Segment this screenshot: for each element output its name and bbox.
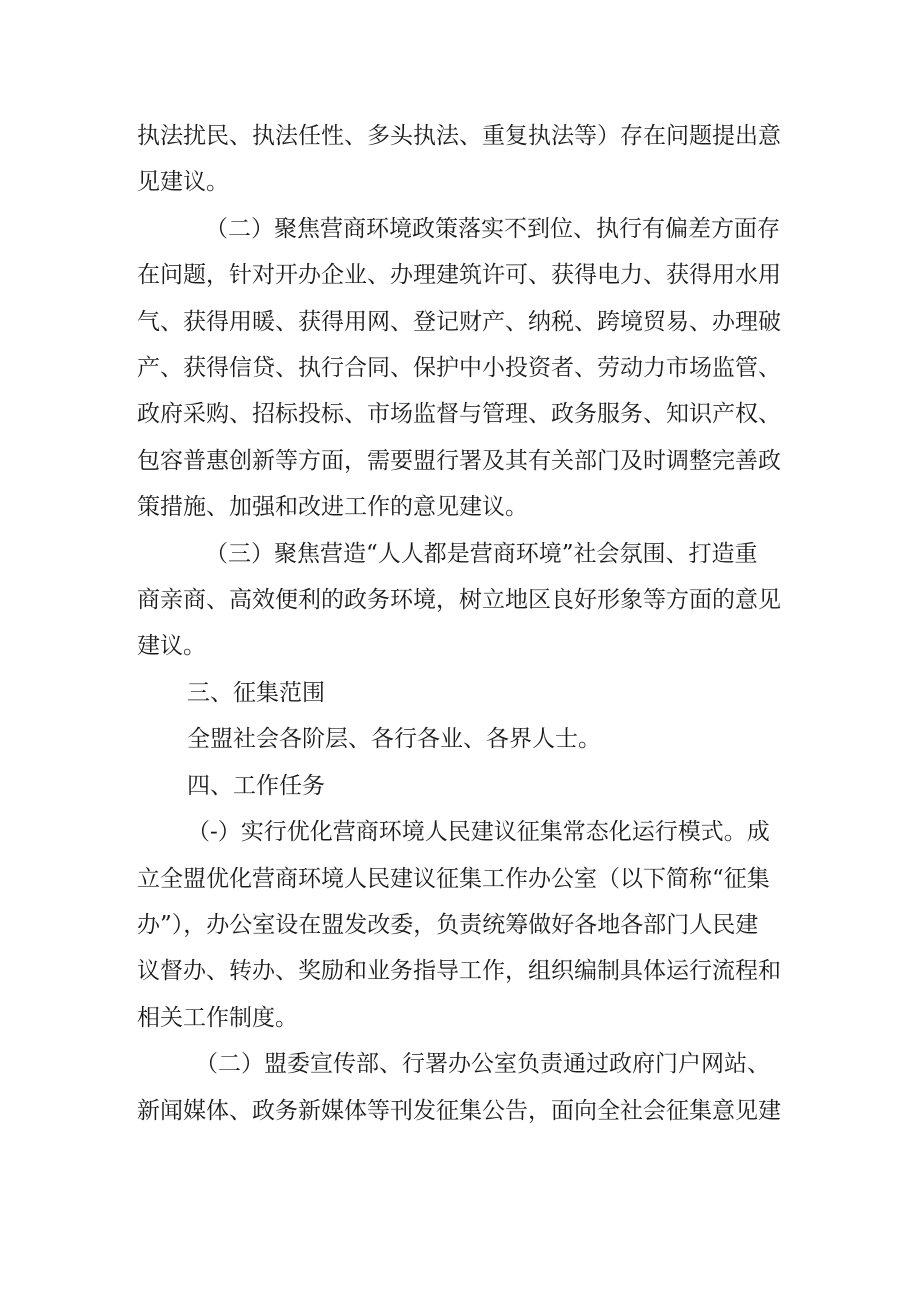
paragraph-scope (137, 716, 789, 762)
text-line: 商亲商、高效便利的政务环境，树立地区良好形象等方面的意见 (137, 587, 781, 614)
text-line: 执法扰民、执法任性、多头执法、重复执法等）存在问题提出意 (137, 123, 781, 149)
section-heading-scope (137, 670, 789, 716)
text-line: （-）实行优化营商环境人民建议征集常态化运行模式。成 (187, 819, 770, 846)
paragraph-task-2 (137, 1041, 789, 1134)
text-line: 政府采购、招标投标、市场监督与管理、政务服务、知识产权、 (137, 401, 781, 428)
text-line: （二）聚焦营商环境政策落实不到位、执行有偏差方面存 (205, 215, 780, 242)
text-line: 立全盟优化营商环境人民建议征集工作办公室（以下简称“征集 (137, 865, 770, 892)
text-line: 议督办、转办、奖励和业务指导工作，组织编制具体运行流程和 (137, 958, 781, 985)
text-line: 新闻媒体、政务新媒体等刊发征集公告，面向全社会征集意见建 (137, 1097, 781, 1124)
text-line: 策措施、加强和改进工作的意见建议。 (137, 494, 528, 521)
section-heading-tasks (137, 763, 789, 809)
text-line: 建议。 (137, 633, 206, 660)
text-line: 包容普惠创新等方面，需要盟行署及其有关部门及时调整完善政 (137, 447, 781, 474)
paragraph-item-2-policy (137, 206, 789, 531)
text-line: 三、征集范围 (187, 679, 325, 706)
text-line: （三）聚焦营造“人人都是营商环境”社会氛围、打造重 (205, 540, 758, 567)
text-line: （二）盟委宣传部、行署办公室负责通过政府门户网站、 (195, 1051, 770, 1078)
text-line: 气、获得用暖、获得用网、登记财产、纳税、跨境贸易、办理破 (137, 308, 781, 335)
document-body (137, 113, 789, 1134)
text-line: 相关工作制度。 (137, 1004, 298, 1031)
text-line: 全盟社会各阶层、各行各业、各界人士。 (187, 726, 601, 753)
paragraph-continuation (137, 113, 789, 206)
paragraph-item-3-atmosphere (137, 531, 789, 670)
text-line: 产、获得信贷、执行合同、保护中小投资者、劳动力市场监管、 (137, 355, 781, 382)
paragraph-task-1 (137, 809, 789, 1041)
text-line: 见建议。 (137, 169, 229, 196)
text-line: 在问题，针对开办企业、办理建筑许可、获得电力、获得用水用 (137, 262, 781, 289)
text-line: 办”），办公室设在盟发改委，负责统筹做好各地各部门人民建 (137, 911, 759, 938)
text-line: 四、工作任务 (187, 772, 325, 799)
